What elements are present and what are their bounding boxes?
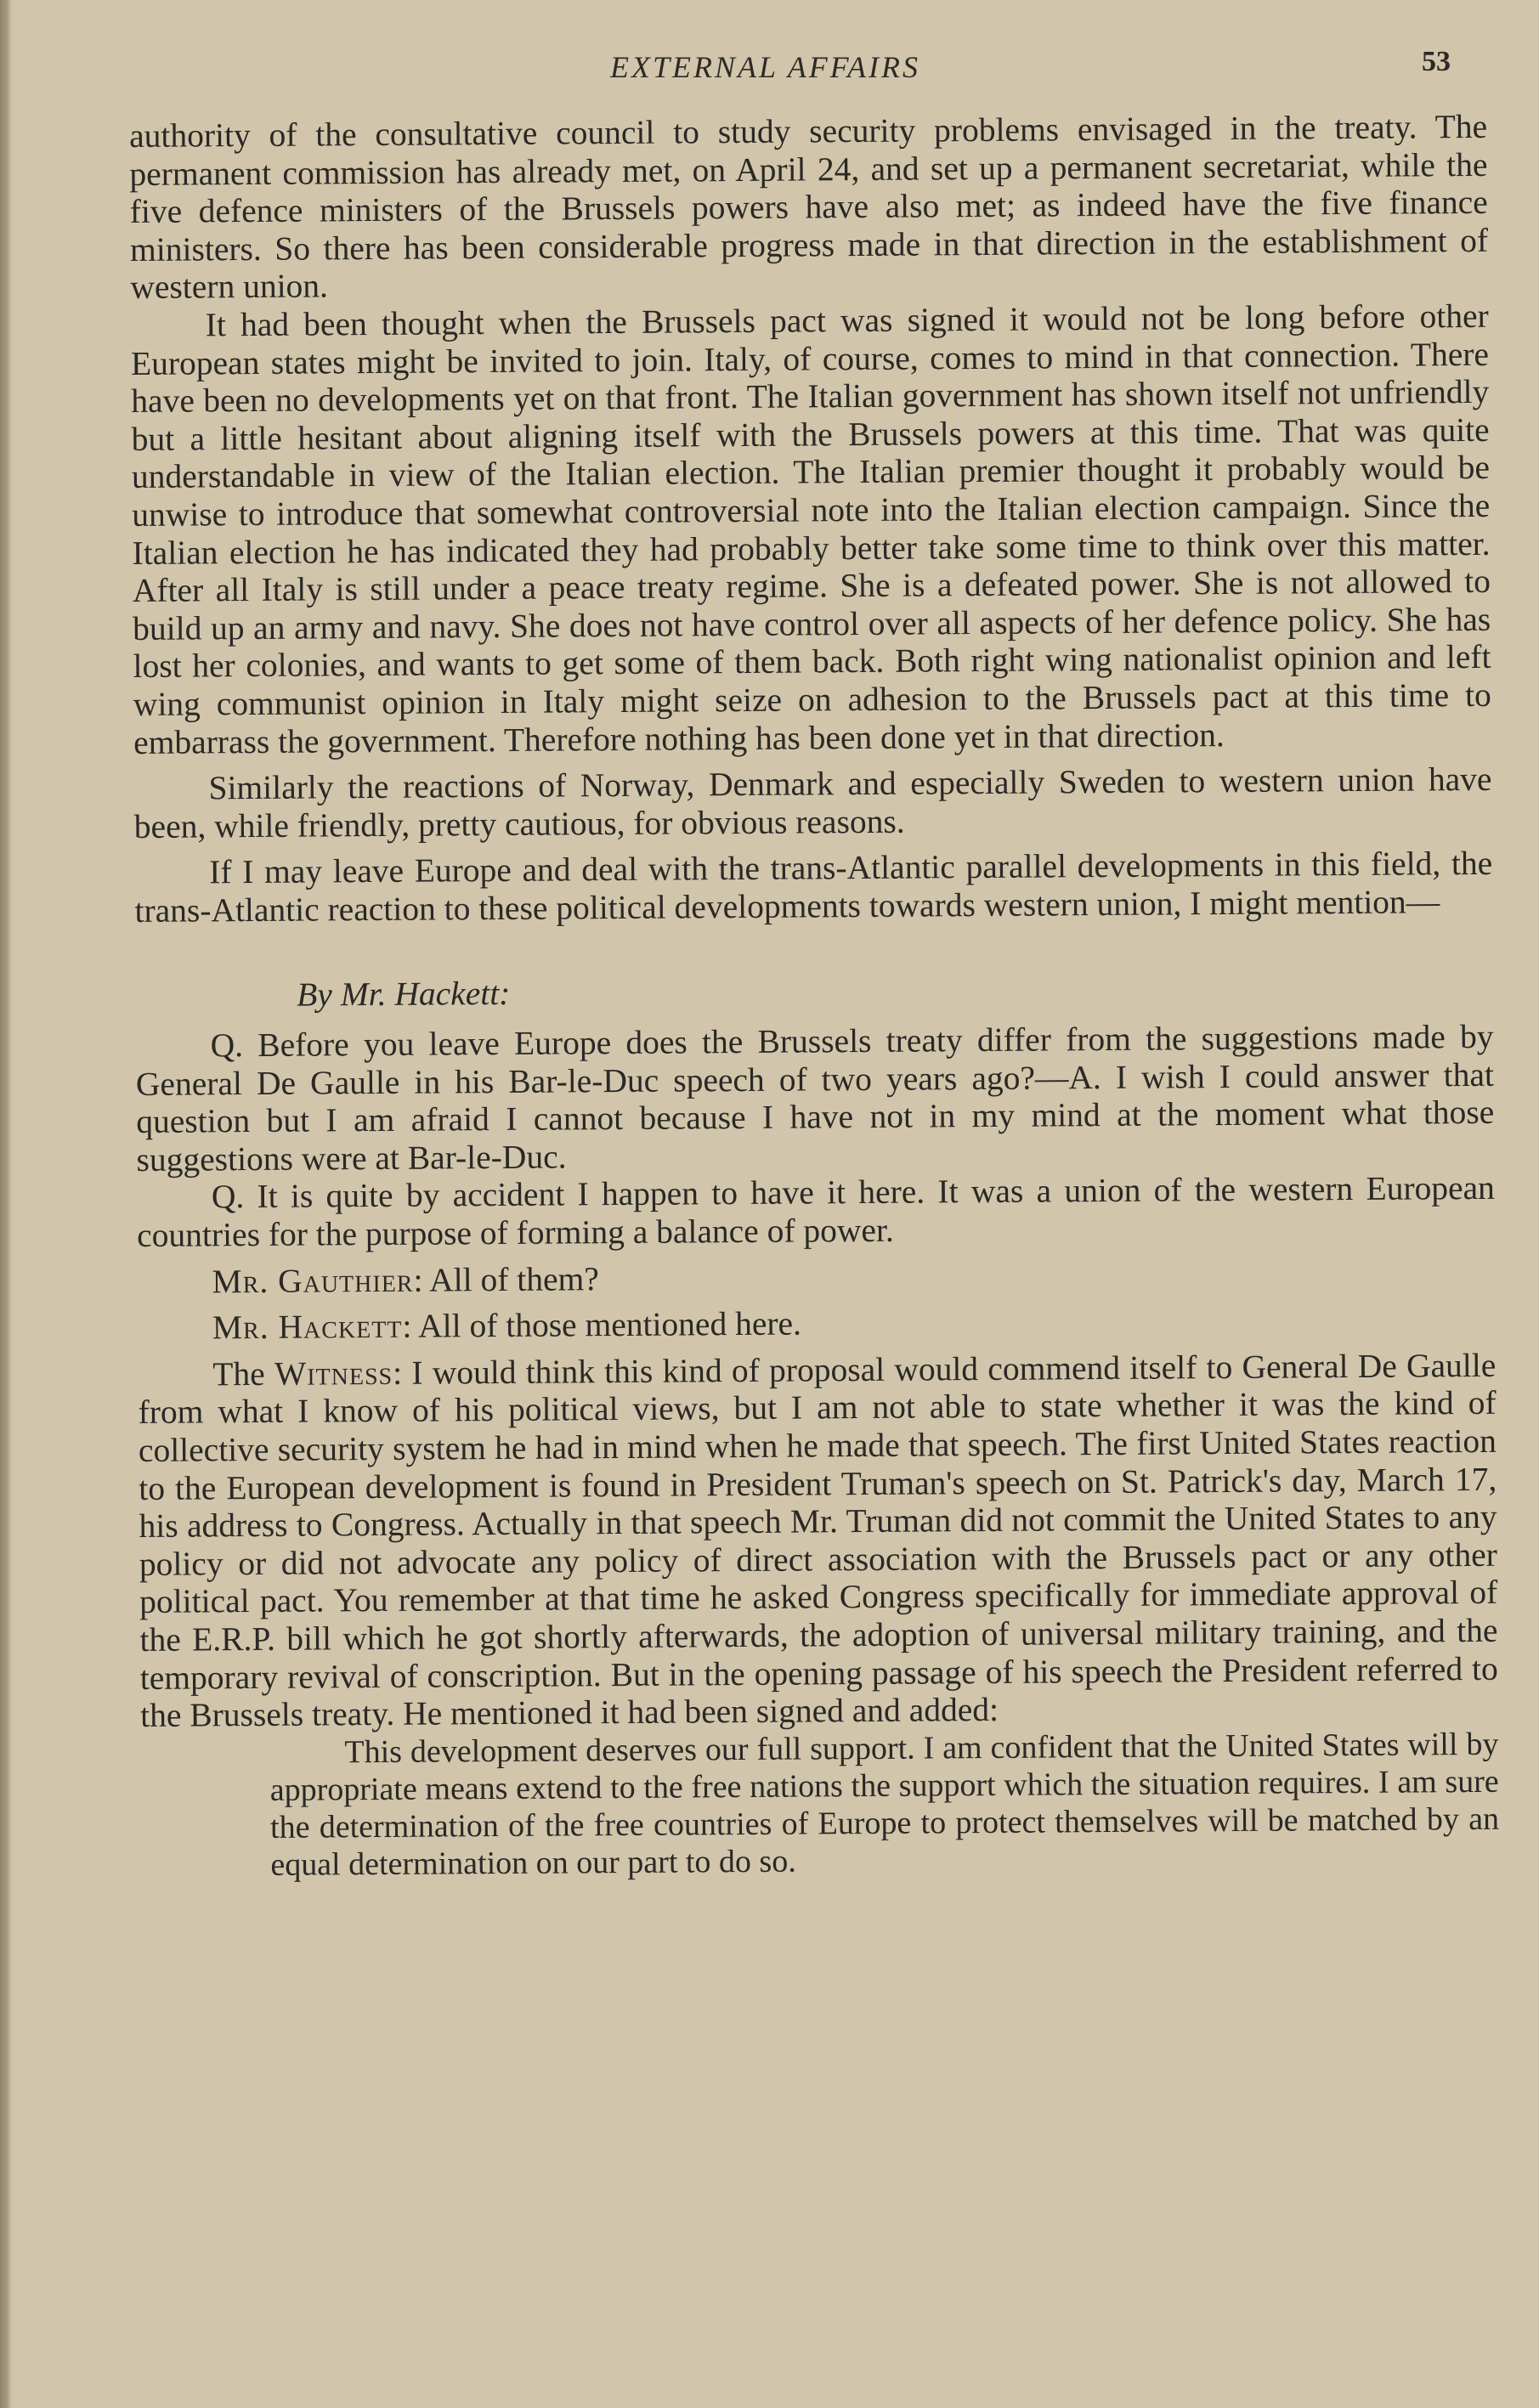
hackett-remark (138, 1300, 1496, 1348)
witness-text: : I would think this kind of proposal would commend itself to General De Gaulle from what I know of his political views, but I am not able to state whether it was the kind of collective security system he had in mind when he made that speech. The first United States reaction to the European development is found in President Truman's speech on St. Patrick's day, March 17, his address to Congress. Actually in that speech Mr. Truman did not commit the United States to any policy or did not advocate any policy of direct association with the Brussels pact or any other political pact. You remember at that time he asked Congress specifically for immediate approval of the E.R.P. bill which he got shortly afterwards, the adoption of universal military training, and the temporary revival of conscription. But in the opening passage of his speech the President referred to the Brussels treaty. He mentioned it had been signed and added: (138, 1346, 1498, 1735)
gauthier-text: : All of them? (413, 1259, 599, 1299)
page-body (129, 108, 1499, 1885)
paragraph-continuation: authority of the consultative council to study security problems envisaged in the treaty. The permanent commission has already met, on April 24, and set up a permanent secretariat, while the five defence ministers of the Brussels powers have also met; as indeed have the five finance ministers. So there has been considerable progress made in that direction in the establishment of western union. (129, 107, 1489, 307)
question-2: Q. It is quite by accident I happen to have it here. It was a union of the western European countries for the purpose of forming a balance of power. (137, 1169, 1495, 1254)
page-number: 53 (1422, 46, 1451, 77)
binding-gutter (0, 0, 12, 2408)
page-header (0, 46, 1539, 88)
paragraph-trans-atlantic: If I may leave Europe and deal with the trans-Atlantic parallel developments in this field, the trans-Atlantic reaction to these political developments towards western union, I might mention— (134, 845, 1493, 930)
paragraph-italy: It had been thought when the Brussels pact was signed it would not be long before other European states might be invited to join. Italy, of course, comes to mind in that connection. There have been no developments yet on that front. The Italian government has shown itself not unfriendly but a little hesitant about aligning itself with the Brussels powers at this time. That was quite understandable in view of the Italian election. The Italian premier thought it probably would be unwise to introduce that somewhat controversial note into the Italian election campaign. Since the Italian election he has indicated they had probably better take some time to think over this matter. After all Italy is still under a peace treaty regime. She is a defeated power. She is not allowed to build up an army and navy. She does not have control over all aspects of her defence policy. She has lost her colonies, and wants to get some of them back. Both right wing nationalist opinion and left wing communist opinion in Italy might seize on adhesion to the Brussels pact at this time to embarrass the government. Therefore nothing has been done yet in that direction. (130, 297, 1491, 761)
witness-statement (138, 1347, 1498, 1735)
speaker-gauthier: Mr. Gauthier (212, 1261, 414, 1300)
question-answer-1: Q. Before you leave Europe does the Brussels treaty differ from the suggestions made by General De Gaulle in his Bar-le-Duc speech of two years ago?—A. I wish I could answer that question but I am afraid I cannot because I have not in my mind at the moment what those suggestions were at Bar-le-Duc. (135, 1017, 1495, 1179)
witness-prefix: The (212, 1354, 275, 1393)
questioner-heading: By Mr. Hackett: (297, 975, 511, 1015)
gauthier-remark (137, 1253, 1495, 1301)
paragraph-scandinavia: Similarly the reactions of Norway, Denmark and especially Sweden to western union have been, while friendly, pretty cautious, for obvious reasons. (133, 760, 1492, 845)
speaker-hackett: Mr. Hackett (212, 1308, 403, 1347)
truman-quote: This development deserves our full support. I am confident that the United States will by appropriate means extend to the free nations the support which the situation requires. I am sure the determination of the free countries of Europe to protect themselves will be matched by an equal determination on our part to do so. (269, 1726, 1500, 1883)
running-title: EXTERNAL AFFAIRS (610, 50, 921, 84)
hackett-text: : All of those mentioned here. (402, 1304, 802, 1346)
speaker-witness: Witness (274, 1354, 393, 1393)
